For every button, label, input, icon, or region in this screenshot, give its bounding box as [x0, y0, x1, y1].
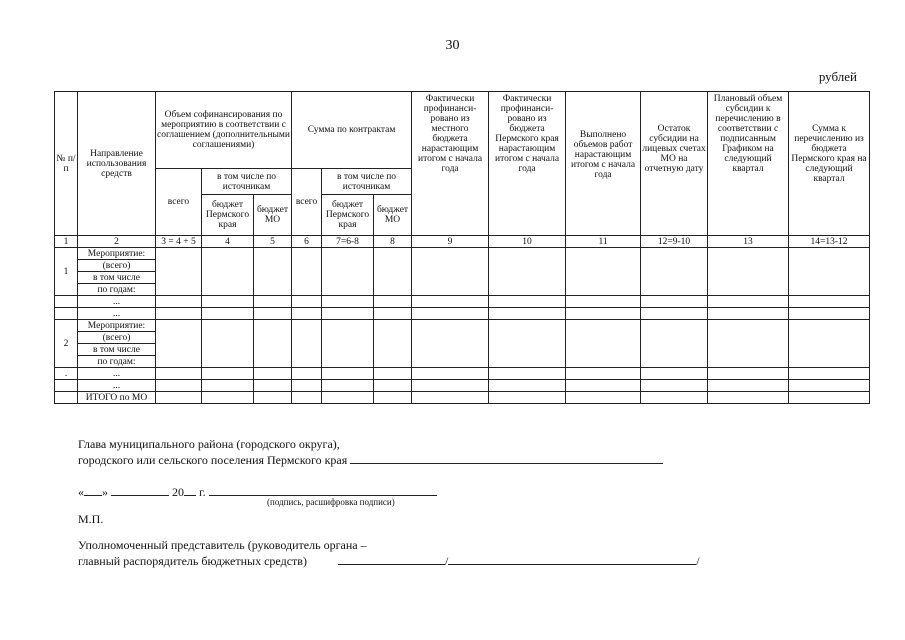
value-cell[interactable] — [292, 392, 322, 404]
column-number: 6 — [292, 236, 322, 248]
value-cell[interactable] — [708, 380, 789, 392]
value-cell[interactable] — [374, 308, 412, 320]
value-cell[interactable] — [566, 368, 641, 380]
value-cell[interactable] — [708, 296, 789, 308]
value-cell[interactable] — [789, 308, 870, 320]
value-cell[interactable] — [254, 320, 292, 368]
table-row — [55, 320, 870, 332]
value-cell[interactable] — [641, 296, 708, 308]
column-number: 9 — [412, 236, 489, 248]
column-number: 5 — [254, 236, 292, 248]
column-number: 12=9-10 — [641, 236, 708, 248]
header-direction: Направление использования средств — [78, 92, 156, 236]
row-number: 2 — [55, 320, 78, 368]
value-cell[interactable] — [566, 320, 641, 368]
column-number: 11 — [566, 236, 641, 248]
row-label: по годам: — [78, 284, 156, 296]
row-label: (всего) — [78, 332, 156, 344]
rep-slash-2: / — [696, 554, 700, 568]
column-number: 8 — [374, 236, 412, 248]
value-cell[interactable] — [202, 368, 254, 380]
value-cell[interactable] — [566, 248, 641, 296]
value-cell[interactable] — [641, 320, 708, 368]
date-open-quote: « — [78, 485, 84, 499]
rep-title-line1: Уполномоченный представитель (руководитель органа – — [78, 538, 367, 552]
signature-caption: (подпись, расшифровка подписи) — [267, 497, 395, 507]
value-cell[interactable] — [156, 296, 202, 308]
value-cell[interactable] — [374, 380, 412, 392]
year-prefix: 20 — [172, 485, 184, 499]
row-label: ... — [78, 380, 156, 392]
value-cell[interactable] — [374, 368, 412, 380]
table-body — [55, 248, 870, 404]
row-label: в том числе — [78, 344, 156, 356]
value-cell[interactable] — [374, 320, 412, 368]
value-cell[interactable] — [254, 248, 292, 296]
value-cell[interactable] — [789, 368, 870, 380]
value-cell[interactable] — [322, 368, 374, 380]
value-cell[interactable] — [412, 392, 489, 404]
row-label: ИТОГО по МО — [78, 392, 156, 404]
value-cell[interactable] — [202, 392, 254, 404]
value-cell[interactable] — [156, 368, 202, 380]
day-blank[interactable] — [84, 484, 102, 496]
date-close-quote: » — [102, 485, 108, 499]
value-cell[interactable] — [641, 392, 708, 404]
value-cell[interactable] — [254, 308, 292, 320]
column-number: 10 — [489, 236, 566, 248]
column-number: 3 = 4 + 5 — [156, 236, 202, 248]
head-title-line2 — [78, 452, 663, 468]
column-number: 4 — [202, 236, 254, 248]
value-cell[interactable] — [789, 248, 870, 296]
row-label: по годам: — [78, 356, 156, 368]
row-number — [55, 380, 78, 392]
row-label: ... — [78, 368, 156, 380]
value-cell[interactable] — [789, 380, 870, 392]
value-cell[interactable] — [292, 308, 322, 320]
value-cell[interactable] — [641, 308, 708, 320]
value-cell[interactable] — [322, 248, 374, 296]
header-contracts-by-sources: в том числе по источникам — [322, 169, 412, 195]
table-row — [55, 296, 870, 308]
value-cell[interactable] — [322, 296, 374, 308]
table-row — [55, 368, 870, 380]
value-cell[interactable] — [566, 380, 641, 392]
value-cell[interactable] — [566, 308, 641, 320]
row-label: ... — [78, 308, 156, 320]
value-cell[interactable] — [489, 308, 566, 320]
row-label: ... — [78, 296, 156, 308]
value-cell[interactable] — [292, 380, 322, 392]
rep-title-line2 — [78, 553, 700, 569]
page-number: 30 — [445, 38, 460, 53]
value-cell[interactable] — [708, 320, 789, 368]
value-cell[interactable] — [374, 392, 412, 404]
report-table — [54, 91, 870, 404]
value-cell[interactable] — [789, 320, 870, 368]
row-number — [55, 308, 78, 320]
year-suffix: г. — [196, 485, 206, 499]
value-cell[interactable] — [641, 368, 708, 380]
value-cell[interactable] — [292, 368, 322, 380]
header-funded-perm: Фактически профинанси-ровано из бюджета Пермского края нарастающим итогом с начала года — [489, 92, 566, 236]
column-number: 14=13-12 — [789, 236, 870, 248]
value-cell[interactable] — [412, 320, 489, 368]
row-number — [55, 296, 78, 308]
rep-name-blank[interactable] — [448, 553, 696, 565]
rep-slash-1: / — [444, 554, 449, 568]
value-cell[interactable] — [489, 320, 566, 368]
value-cell[interactable] — [374, 296, 412, 308]
row-number — [55, 392, 78, 404]
value-cell[interactable] — [412, 248, 489, 296]
value-cell[interactable] — [489, 296, 566, 308]
header-balance: Остаток субсидии на лицевых счетах МО на отчетную дату — [641, 92, 708, 236]
table-row — [55, 392, 870, 404]
signature-blank[interactable] — [209, 484, 437, 496]
table-row — [55, 308, 870, 320]
column-number: 13 — [708, 236, 789, 248]
value-cell[interactable] — [254, 392, 292, 404]
value-cell[interactable] — [322, 380, 374, 392]
header-cofin-by-sources: в том числе по источникам — [202, 169, 292, 195]
header-contracts: Сумма по контрактам — [292, 92, 412, 169]
value-cell[interactable] — [789, 392, 870, 404]
header-funded-local: Фактически профинанси-ровано из местного бюджета нарастающим итогом с начала года — [412, 92, 489, 236]
value-cell[interactable] — [566, 296, 641, 308]
head-title-line2-text: городского или сельского поселения Пермского края — [78, 453, 348, 467]
value-cell[interactable] — [254, 296, 292, 308]
value-cell[interactable] — [202, 320, 254, 368]
value-cell[interactable] — [156, 320, 202, 368]
value-cell[interactable] — [202, 296, 254, 308]
value-cell[interactable] — [789, 296, 870, 308]
value-cell[interactable] — [156, 392, 202, 404]
value-cell[interactable] — [292, 248, 322, 296]
value-cell[interactable] — [566, 392, 641, 404]
table-row — [55, 248, 870, 260]
currency-label: рублей — [818, 69, 857, 84]
header-to-transfer: Сумма к перечислению из бюджета Пермского края на следующий квартал — [789, 92, 870, 236]
row-label: Мероприятие: — [78, 320, 156, 332]
value-cell[interactable] — [708, 308, 789, 320]
value-cell[interactable] — [489, 248, 566, 296]
value-cell[interactable] — [374, 248, 412, 296]
column-numbers-row — [55, 236, 870, 248]
column-number: 1 — [55, 236, 78, 248]
value-cell[interactable] — [202, 380, 254, 392]
value-cell[interactable] — [489, 380, 566, 392]
value-cell[interactable] — [156, 248, 202, 296]
value-cell[interactable] — [489, 368, 566, 380]
value-cell[interactable] — [412, 296, 489, 308]
header-contracts-budget-mo: бюджет МО — [374, 195, 412, 236]
stamp-label: М.П. — [78, 512, 104, 526]
table-row — [55, 380, 870, 392]
value-cell[interactable] — [322, 320, 374, 368]
value-cell[interactable] — [292, 296, 322, 308]
rep-signature-blank[interactable] — [338, 553, 445, 565]
header-contracts-total: всего — [292, 169, 322, 236]
value-cell[interactable] — [202, 248, 254, 296]
value-cell[interactable] — [708, 392, 789, 404]
head-title-line1: Глава муниципального района (городского округа), — [78, 437, 340, 451]
value-cell[interactable] — [641, 380, 708, 392]
row-number: 1 — [55, 248, 78, 296]
year-blank[interactable] — [184, 484, 196, 496]
column-number: 2 — [78, 236, 156, 248]
value-cell[interactable] — [156, 308, 202, 320]
value-cell[interactable] — [322, 392, 374, 404]
value-cell[interactable] — [322, 308, 374, 320]
header-num: № п/п — [55, 92, 78, 236]
month-blank[interactable] — [111, 484, 169, 496]
value-cell[interactable] — [202, 308, 254, 320]
header-works-done: Выполнено объемов работ нарастающим итогом с начала года — [566, 92, 641, 236]
header-planned: Плановый объем субсидии к перечислению в соответствии с подписанным Графиком на следующий квартал — [708, 92, 789, 236]
header-cofin-budget-perm: бюджет Пермского края — [202, 195, 254, 236]
row-label: Мероприятие: — [78, 248, 156, 260]
value-cell[interactable] — [156, 380, 202, 392]
header-cofinancing: Объем софинансирования по мероприятию в соответствии с соглашением (дополнительными соглашениями) — [156, 92, 292, 169]
header-cofin-budget-mo: бюджет МО — [254, 195, 292, 236]
row-number: . — [55, 368, 78, 380]
value-cell[interactable] — [254, 368, 292, 380]
value-cell[interactable] — [489, 392, 566, 404]
row-label: в том числе — [78, 272, 156, 284]
header-contracts-budget-perm: бюджет Пермского края — [322, 195, 374, 236]
head-signature-blank[interactable] — [350, 452, 663, 464]
value-cell[interactable] — [708, 248, 789, 296]
value-cell[interactable] — [412, 308, 489, 320]
value-cell[interactable] — [708, 368, 789, 380]
row-label: (всего) — [78, 260, 156, 272]
value-cell[interactable] — [254, 380, 292, 392]
value-cell[interactable] — [412, 380, 489, 392]
column-number: 7=6-8 — [322, 236, 374, 248]
rep-title-line2-text: главный распорядитель бюджетных средств) — [78, 554, 307, 568]
value-cell[interactable] — [641, 248, 708, 296]
value-cell[interactable] — [412, 368, 489, 380]
header-cofin-total: всего — [156, 169, 202, 236]
value-cell[interactable] — [292, 320, 322, 368]
